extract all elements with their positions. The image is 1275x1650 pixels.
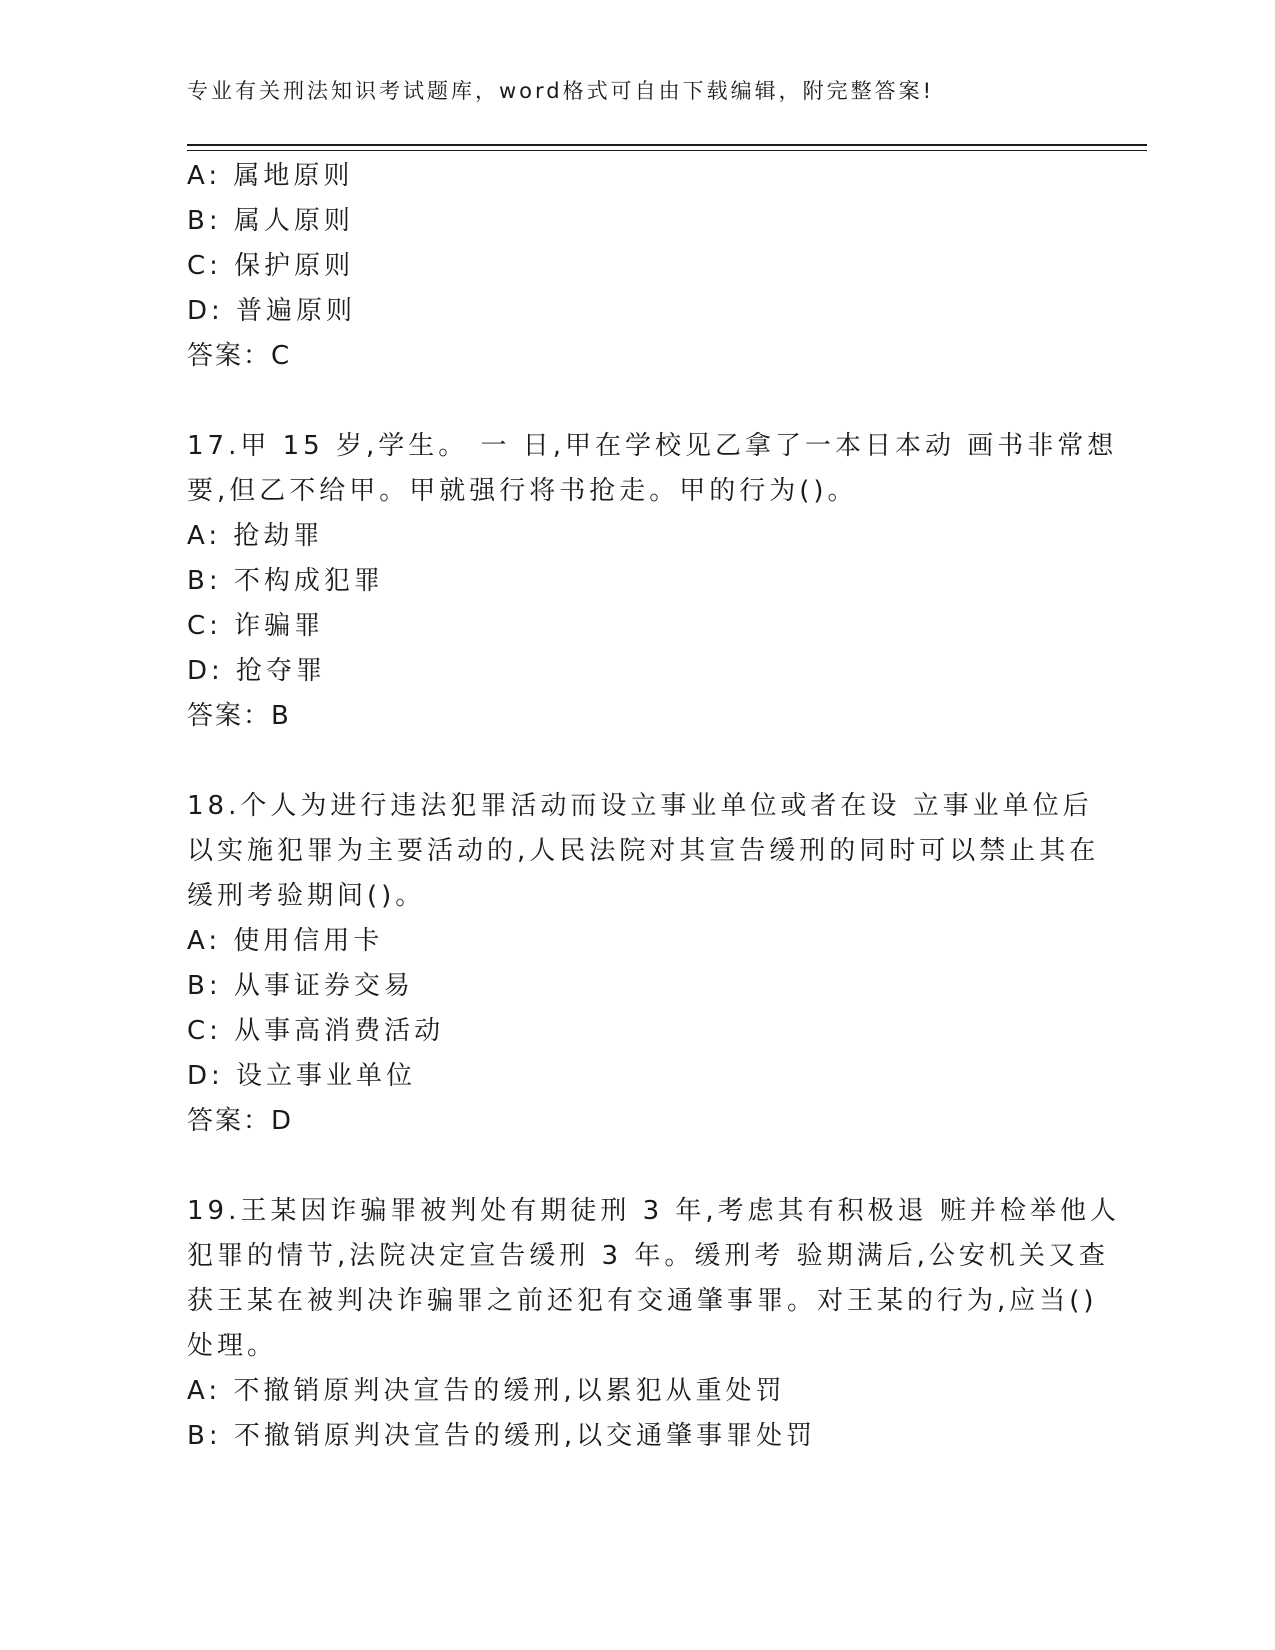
option-d: D: 普遍原则 bbox=[187, 296, 357, 326]
question-17 bbox=[187, 424, 1118, 739]
option-b: B: 从事证券交易 bbox=[187, 971, 414, 1001]
document-body bbox=[187, 154, 1120, 1459]
option-a: A: 抢劫罪 bbox=[187, 521, 324, 551]
answer-line: 答案：D bbox=[187, 1106, 294, 1136]
option-b: B: 属人原则 bbox=[187, 206, 354, 236]
spacer bbox=[187, 379, 1087, 424]
question-text-line: 18.个人为进行违法犯罪活动而设立事业单位或者在设 立事业单位后 bbox=[187, 791, 1093, 821]
option-a: A: 属地原则 bbox=[187, 161, 354, 191]
option-c: C: 从事高消费活动 bbox=[187, 1016, 445, 1046]
question-19 bbox=[187, 1189, 1120, 1459]
option-b: B: 不撤销原判决宣告的缓刑,以交通肇事罪处罚 bbox=[187, 1421, 817, 1451]
question-18 bbox=[187, 784, 1100, 1144]
option-c: C: 诈骗罪 bbox=[187, 611, 325, 641]
question-16-tail bbox=[187, 154, 1087, 379]
option-d: D: 设立事业单位 bbox=[187, 1061, 417, 1091]
question-text-line: 缓刑考验期间()。 bbox=[187, 881, 426, 911]
option-b: B: 不构成犯罪 bbox=[187, 566, 384, 596]
question-text-line: 17.甲 15 岁,学生。 一 日,甲在学校见乙拿了一本日本动 画书非常想 bbox=[187, 431, 1118, 461]
question-text-line: 犯罪的情节,法院决定宣告缓刑 3 年。缓刑考 验期满后,公安机关又查 bbox=[187, 1241, 1109, 1271]
spacer bbox=[187, 1144, 1087, 1189]
question-text-line: 19.王某因诈骗罪被判处有期徒刑 3 年,考虑其有积极退 赃并检举他人 bbox=[187, 1196, 1120, 1226]
answer-line: 答案：C bbox=[187, 341, 292, 371]
option-a: A: 使用信用卡 bbox=[187, 926, 384, 956]
question-text-line: 以实施犯罪为主要活动的,人民法院对其宣告缓刑的同时可以禁止其在 bbox=[187, 836, 1100, 866]
question-text-line: 要,但乙不给甲。甲就强行将书抢走。甲的行为()。 bbox=[187, 476, 858, 506]
header-divider bbox=[187, 144, 1147, 151]
spacer bbox=[187, 739, 1087, 784]
option-a: A: 不撤销原判决宣告的缓刑,以累犯从重处罚 bbox=[187, 1376, 786, 1406]
option-c: C: 保护原则 bbox=[187, 251, 355, 281]
question-text-line: 处理。 bbox=[187, 1331, 278, 1361]
page-header: 专业有关刑法知识考试题库，word格式可自由下载编辑，附完整答案! bbox=[187, 79, 935, 103]
question-text-line: 获王某在被判决诈骗罪之前还犯有交通肇事罪。对王某的行为,应当() bbox=[187, 1286, 1098, 1316]
option-d: D: 抢夺罪 bbox=[187, 656, 327, 686]
answer-line: 答案：B bbox=[187, 701, 291, 731]
